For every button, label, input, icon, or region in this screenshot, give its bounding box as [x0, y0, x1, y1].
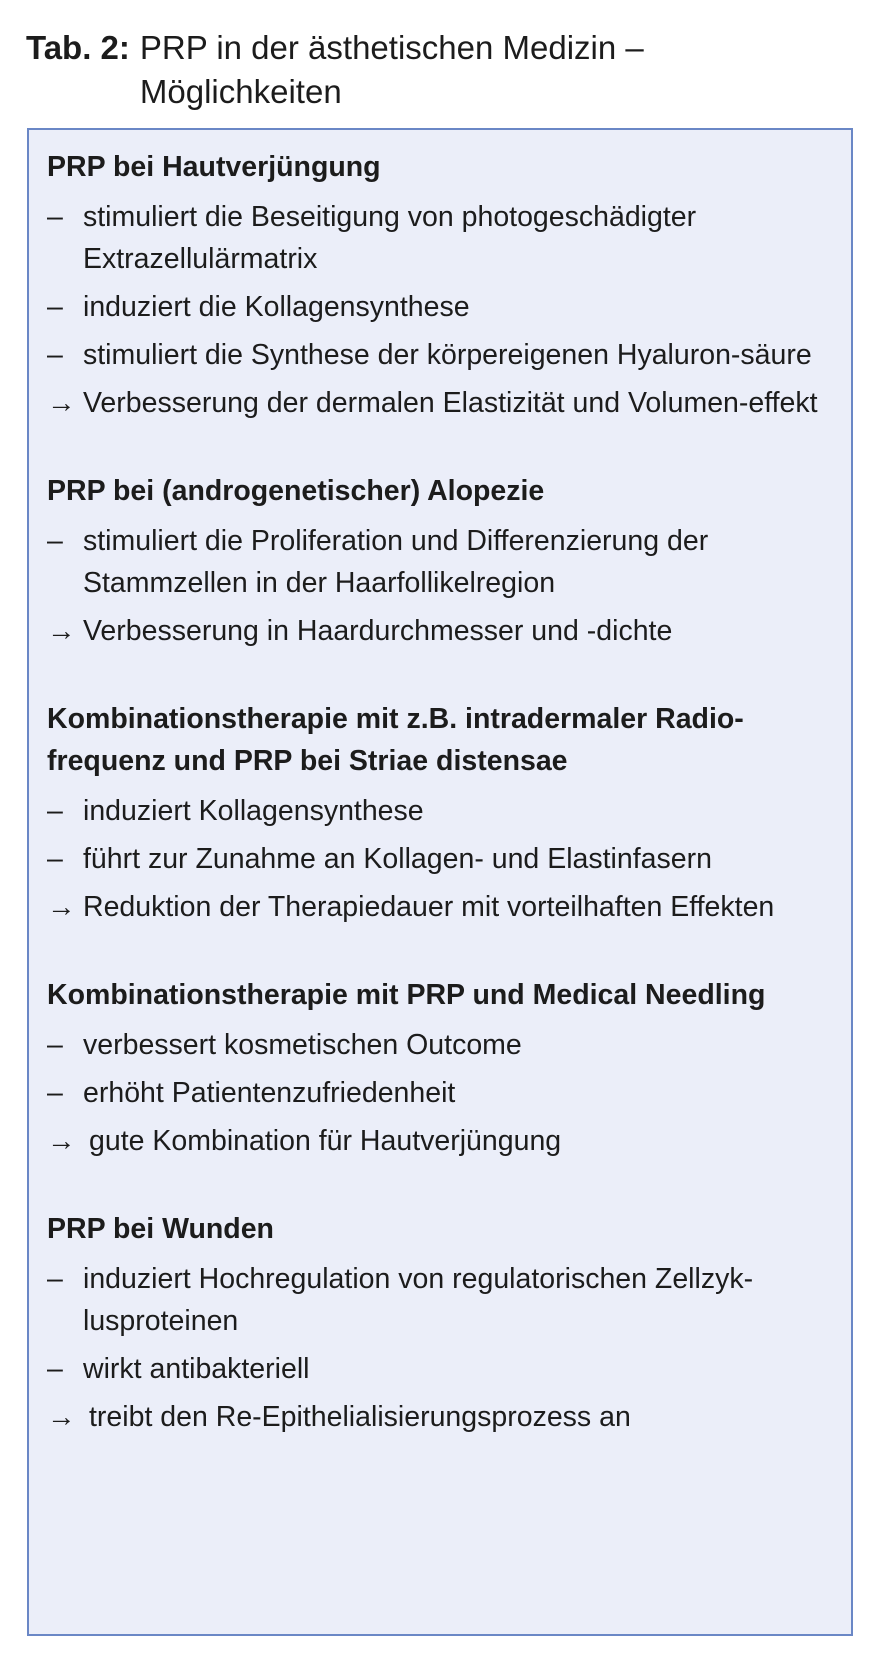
table-title: PRP in der ästhetischen Medizin – Möglichkeiten — [139, 29, 644, 110]
list-item-text: stimuliert die Beseitigung von photogeschädigter Extrazellulärmatrix — [83, 201, 697, 275]
list-item-text: induziert die Kollagensynthese — [83, 291, 470, 323]
arrow-right-icon: → — [47, 1401, 76, 1433]
info-table — [27, 128, 853, 1636]
section-heading: PRP bei (androgenetischer) Alopezie — [47, 475, 545, 507]
list-item — [47, 1258, 837, 1342]
list-item-text: wirkt antibakteriell — [83, 1353, 310, 1385]
list-item-text: stimuliert die Synthese der körpereigenen Hyaluron-säure — [83, 339, 812, 371]
list-item-text: induziert Hochregulation von regulatorischen Zellzyk-lusproteinen — [83, 1263, 754, 1337]
dash-marker: – — [47, 1029, 63, 1061]
result-text: Verbesserung in Haardurchmesser und -dichte — [83, 615, 673, 647]
section-heading: PRP bei Hautverjüngung — [47, 151, 381, 183]
section-striae-combination — [47, 698, 837, 928]
arrow-right-icon: → — [47, 387, 76, 419]
dash-marker: – — [47, 1077, 63, 1109]
dash-marker: – — [47, 1353, 63, 1385]
list-item-text: verbessert kosmetischen Outcome — [83, 1029, 522, 1061]
section-heading: PRP bei Wunden — [47, 1213, 274, 1245]
list-item — [47, 286, 837, 328]
list-item — [47, 1348, 837, 1390]
section-skin-rejuvenation — [47, 146, 837, 424]
result-item — [47, 1396, 837, 1438]
section-heading: Kombinationstherapie mit z.B. intradermaler Radio-frequenz und PRP bei Striae distensae — [47, 703, 744, 777]
result-item — [47, 886, 837, 928]
list-item-text: induziert Kollagensynthese — [83, 795, 424, 827]
section-needling-combination — [47, 974, 837, 1162]
result-item — [47, 610, 837, 652]
dash-marker: – — [47, 843, 63, 875]
dash-marker: – — [47, 201, 63, 233]
list-item — [47, 1024, 837, 1066]
result-text: Reduktion der Therapiedauer mit vorteilhaften Effekten — [83, 891, 775, 923]
section-wounds — [47, 1208, 837, 1438]
list-item — [47, 520, 837, 604]
list-item — [47, 1072, 837, 1114]
dash-marker: – — [47, 291, 63, 323]
dash-marker: – — [47, 339, 63, 371]
list-item — [47, 790, 837, 832]
dash-marker: – — [47, 525, 63, 557]
arrow-right-icon: → — [47, 891, 76, 923]
list-item — [47, 196, 837, 280]
result-text: treibt den Re-Epithelialisierungsprozess an — [89, 1401, 631, 1433]
list-item-text: stimuliert die Proliferation und Differenzierung der Stammzellen in der Haarfollikelregion — [83, 525, 709, 599]
section-heading: Kombinationstherapie mit PRP und Medical Needling — [47, 979, 766, 1011]
table-caption — [26, 26, 866, 114]
arrow-right-icon: → — [47, 615, 76, 647]
result-text: gute Kombination für Hautverjüngung — [89, 1125, 562, 1157]
list-item — [47, 334, 837, 376]
result-item — [47, 382, 837, 424]
list-item-text: führt zur Zunahme an Kollagen- und Elastinfasern — [83, 843, 712, 875]
table-number: Tab. 2: — [26, 29, 130, 66]
dash-marker: – — [47, 1263, 63, 1295]
dash-marker: – — [47, 795, 63, 827]
result-item — [47, 1120, 837, 1162]
section-alopecia — [47, 470, 837, 652]
arrow-right-icon: → — [47, 1125, 76, 1157]
list-item — [47, 838, 837, 880]
list-item-text: erhöht Patientenzufriedenheit — [83, 1077, 456, 1109]
result-text: Verbesserung der dermalen Elastizität und Volumen-effekt — [83, 387, 818, 419]
